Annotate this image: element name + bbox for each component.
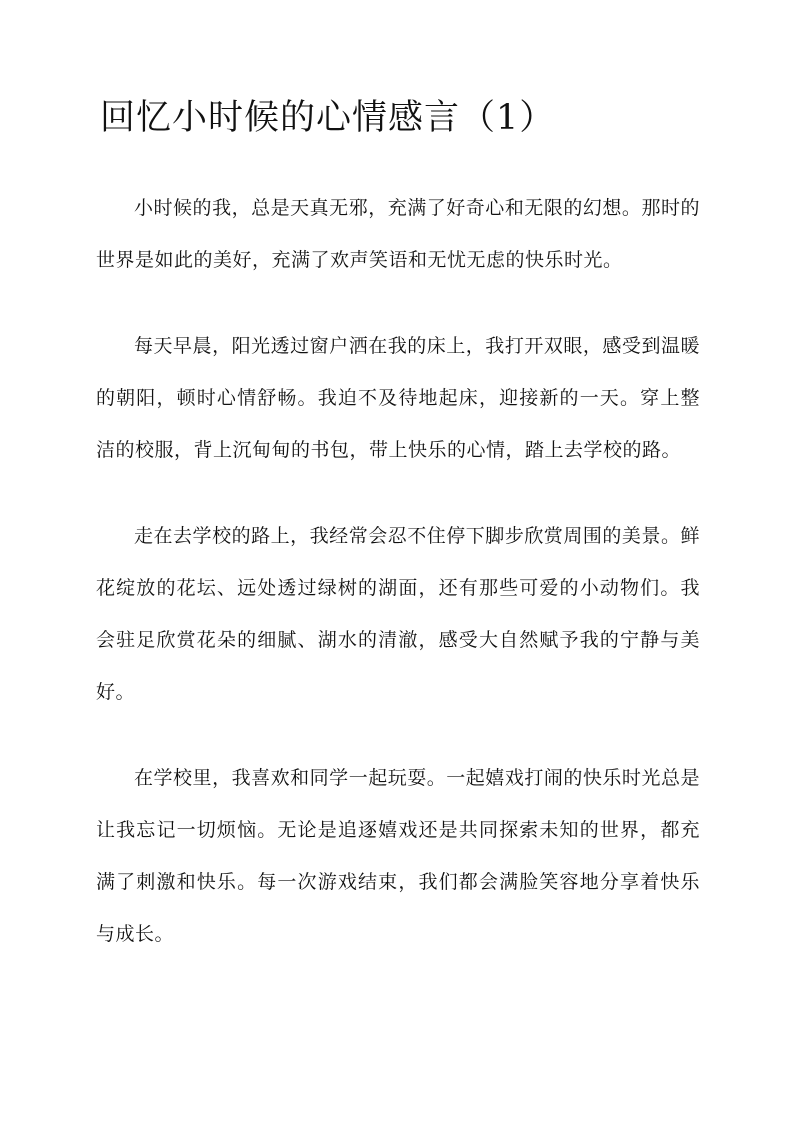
document-body <box>96 182 700 994</box>
paragraph-4: 在学校里，我喜欢和同学一起玩耍。一起嬉戏打闹的快乐时光总是让我忘记一切烦恼。无论是追逐嬉戏还是共同探索未知的世界，都充满了刺激和快乐。每一次游戏结束，我们都会满脸笑容地分享着快乐与成长。 <box>96 767 700 945</box>
paragraph-1: 小时候的我，总是天真无邪，充满了好奇心和无限的幻想。那时的世界是如此的美好，充满了欢声笑语和无忧无虑的快乐时光。 <box>96 197 700 271</box>
paragraph-2: 每天早晨，阳光透过窗户洒在我的床上，我打开双眼，感受到温暖的朝阳，顿时心情舒畅。我迫不及待地起床，迎接新的一天。穿上整洁的校服，背上沉甸甸的书包，带上快乐的心情，踏上去学校的路。 <box>96 335 700 461</box>
document-title: 回忆小时候的心情感言（1） <box>100 98 556 138</box>
paragraph-3: 走在去学校的路上，我经常会忍不住停下脚步欣赏周围的美景。鲜花绽放的花坛、远处透过绿树的湖面，还有那些可爱的小动物们。我会驻足欣赏花朵的细腻、湖水的清澈，感受大自然赋予我的宁静与美好。 <box>96 525 700 703</box>
